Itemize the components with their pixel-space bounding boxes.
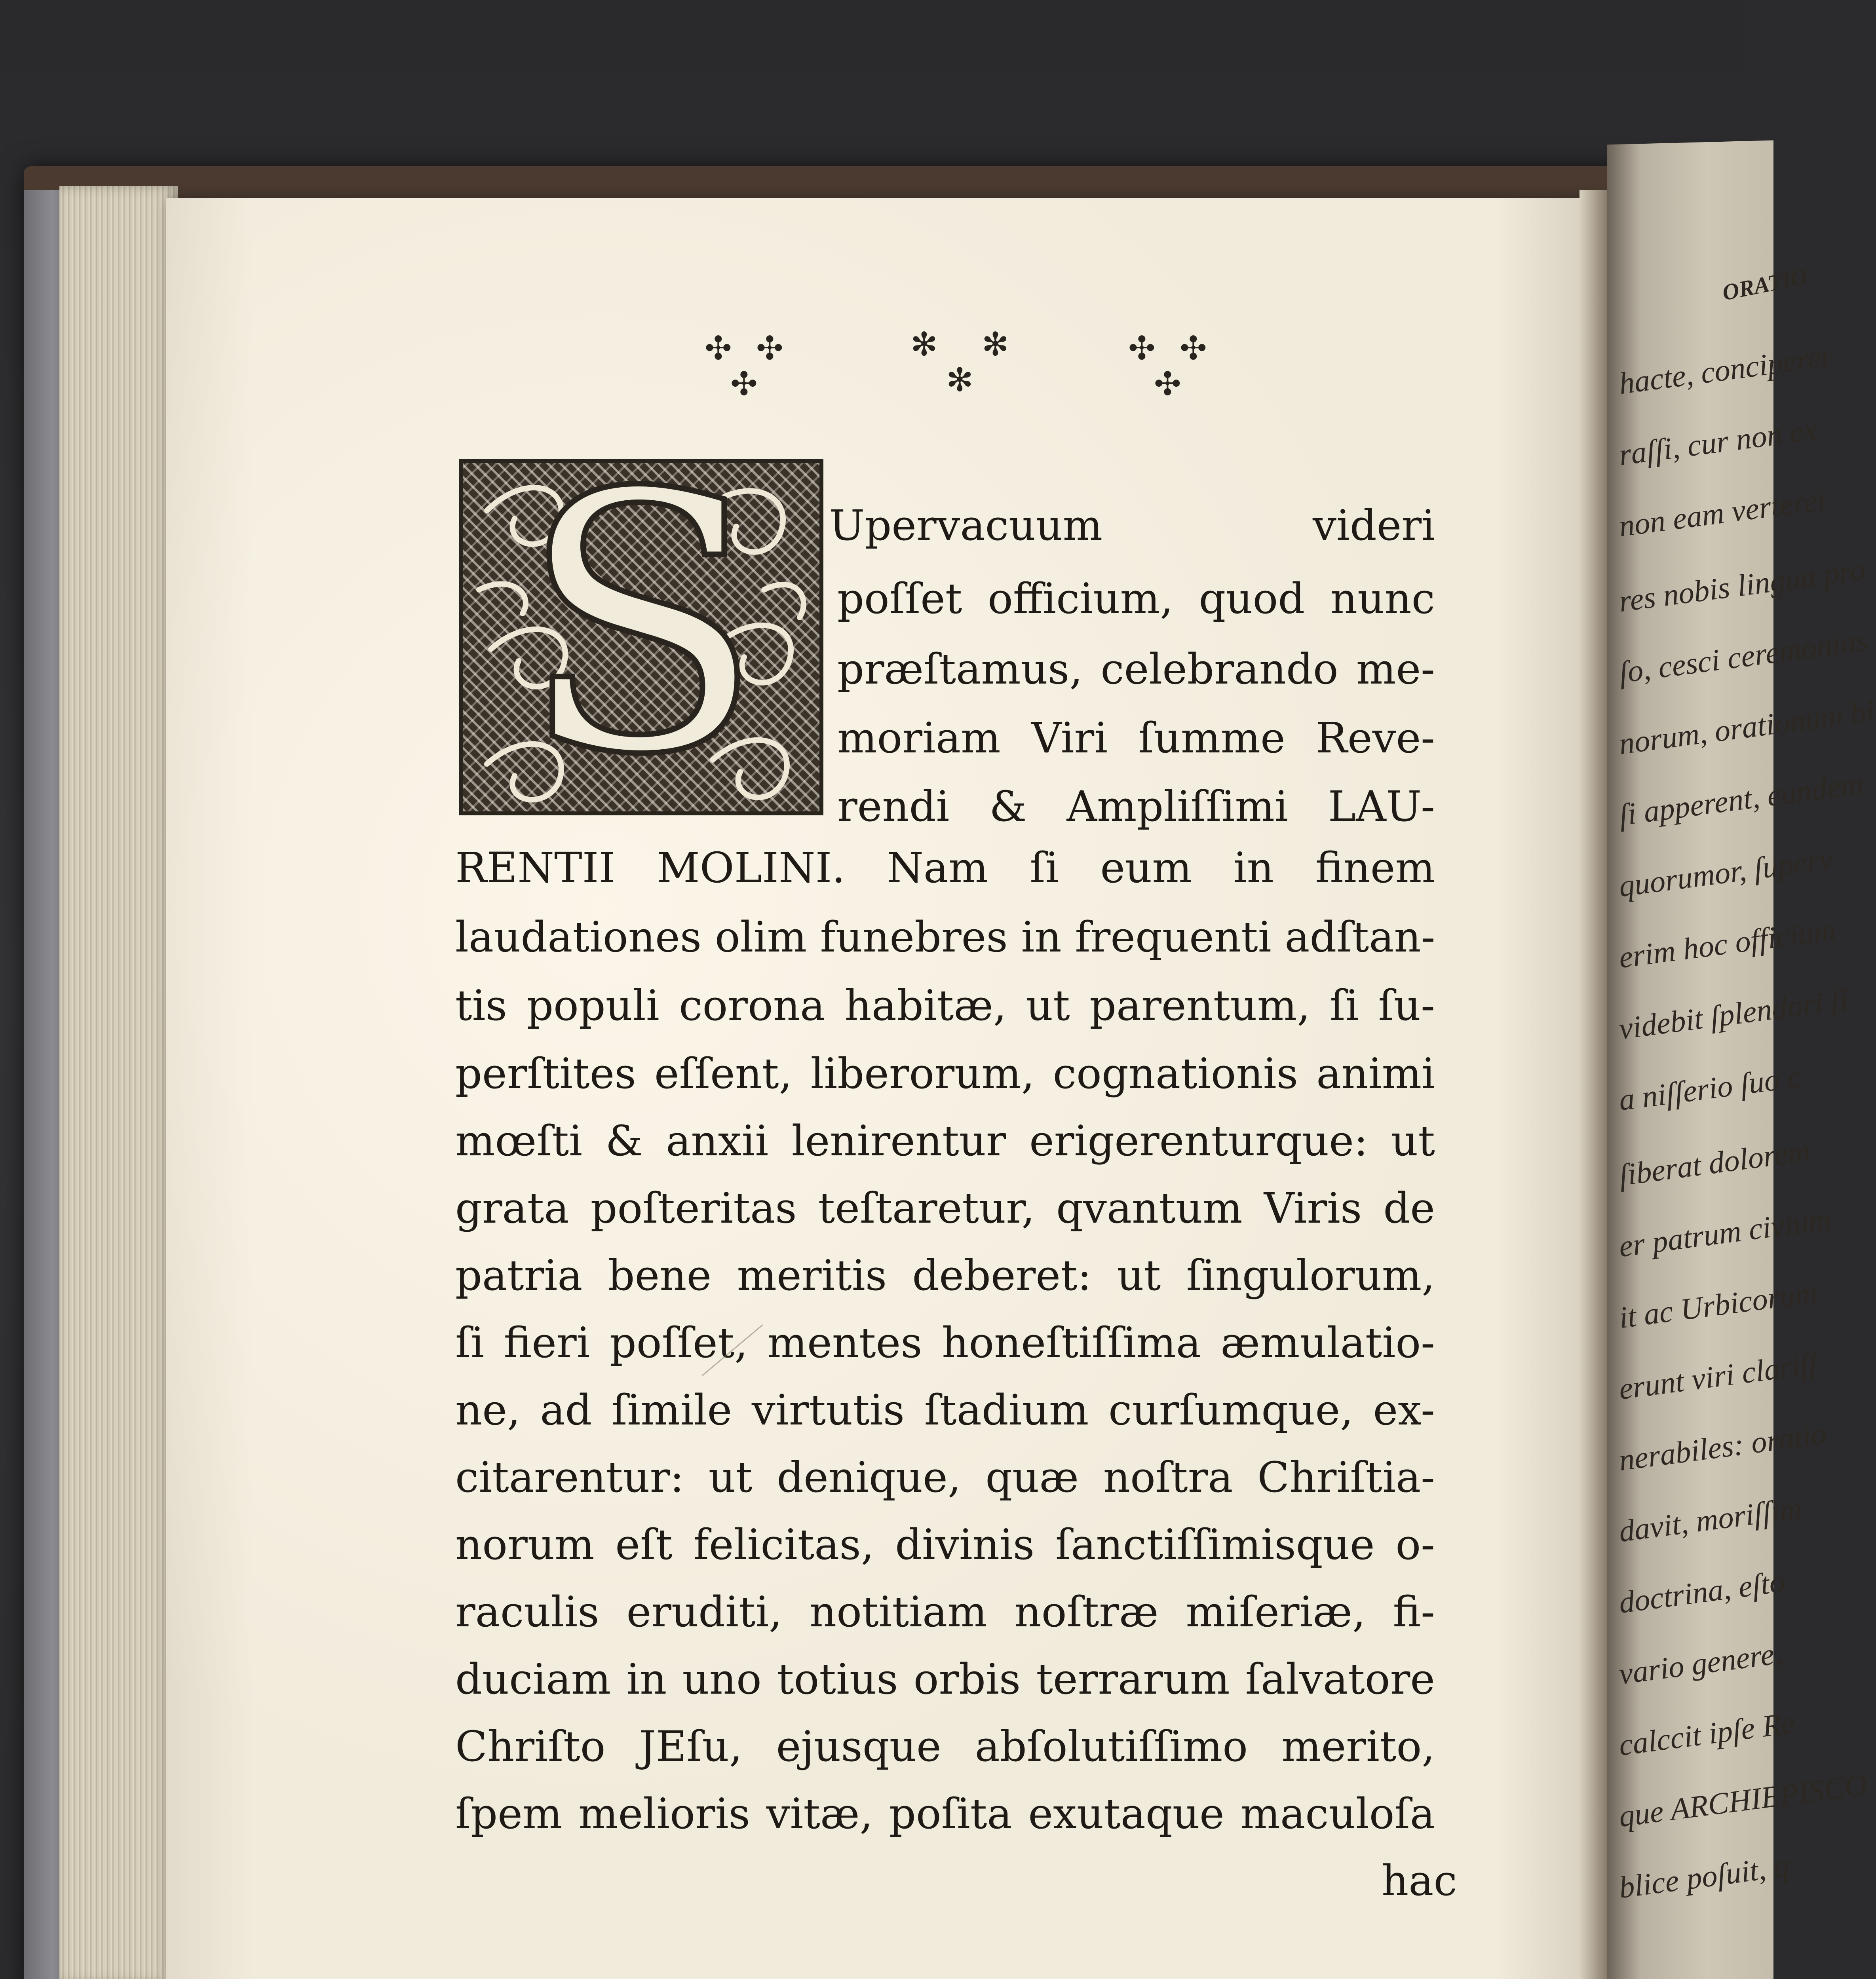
fleuron-icon: ✣ (756, 330, 783, 367)
text-line: laudationes olim funebres in frequenti adſtan- (455, 913, 1435, 961)
facing-page-line: ſo, cesci ceremonias (1617, 623, 1870, 690)
star-icon: ✻ (946, 361, 973, 399)
facing-page-line: non eam verteret (1617, 482, 1828, 543)
text-line: rendi & Ampliſſimi LAU- (837, 782, 1435, 831)
facing-page-line: blice poſuit, q (1617, 1848, 1791, 1905)
decorated-initial (459, 418, 823, 832)
fleuron-icon: ✣ (705, 330, 732, 367)
text-line: ſpem melioris vitæ, poſita exutaque maculoſa (455, 1789, 1435, 1838)
fleuron-icon: ✣ (1180, 330, 1207, 367)
text-line: tis populi corona habitæ, ut parentum, ſi ſu- (455, 981, 1435, 1030)
star-icon: ✻ (982, 326, 1009, 363)
text-line: raculis eruditi, notitiam noſtræ miſeriæ, fi- (455, 1588, 1435, 1636)
text-line: perſtites eſſent, liberorum, cognationis animi (455, 1049, 1435, 1098)
text-line: Chriſto JEſu, ejusque abſolutiſſimo merito, (455, 1722, 1435, 1771)
star-icon: ✻ (910, 326, 938, 363)
facing-page-line: calccit ipſe Re (1617, 1705, 1797, 1762)
facing-page-line: vario genere, (1617, 1635, 1784, 1691)
initial-letter: S (519, 418, 764, 832)
facing-page-line: a niſſerio ſuo c (1617, 1059, 1803, 1117)
facing-page-line: ſi apperent, eundem (1617, 766, 1865, 832)
page-edges (59, 186, 178, 1979)
facing-page-line: doctrina, eſto (1617, 1564, 1787, 1620)
fleuron-icon: ✣ (730, 365, 758, 403)
facing-page-line: raſſi, cur non ex (1617, 412, 1819, 472)
text-line: ſi fieri poſſet, mentes honeſtiſſima æmulatio- (455, 1318, 1435, 1367)
facing-page-line: davit, moriſſim (1617, 1490, 1804, 1549)
text-line: ne, ad ſimile virtutis ſtadium curſumque, ex- (455, 1386, 1435, 1434)
text-line: mœſti & anxii lenirentur erigerenturque: ut (455, 1117, 1435, 1165)
facing-page-line: it ac Urbicorum (1617, 1274, 1819, 1335)
facing-page-line: nerabiles: oratio (1617, 1416, 1828, 1478)
text-line: præſtamus, celebrando me- (837, 645, 1435, 693)
text-line: moriam Viri ſumme Reve- (837, 714, 1435, 762)
facing-page-header: ORATIO (1720, 263, 1809, 306)
facing-page-line: hacte, conciperet (1617, 339, 1831, 401)
fleuron-icon: ✣ (1154, 365, 1181, 403)
facing-page-line: quorumor, ſuperv (1617, 841, 1834, 904)
ornament-row (697, 326, 1235, 424)
facing-page-line: res nobis lingua pro (1617, 552, 1867, 619)
facing-page (1607, 141, 1876, 1979)
facing-page-line: er patrum civium (1617, 1201, 1832, 1264)
text-line: RENTII MOLINI. Nam ſi eum in finem (455, 843, 1435, 892)
facing-page-line: norum, orationum bi (1617, 693, 1876, 761)
text-line: grata poſteritas teſtaretur, qvantum Viris de (455, 1184, 1435, 1233)
text-line: citarentur: ut denique, quæ noſtra Chriſtia- (455, 1453, 1435, 1502)
text-line: duciam in uno totius orbis terrarum ſalvatore (455, 1655, 1435, 1704)
facing-page-line: erunt viri clariſſ (1617, 1346, 1819, 1406)
text-line: Upervacuum videri (829, 501, 1435, 550)
facing-page-line: videbit ſplendori ſi (1617, 982, 1849, 1046)
facing-page-line: que ARCHIEPISCO (1617, 1766, 1869, 1834)
fleuron-icon: ✣ (1128, 330, 1156, 367)
text-line: patria bene meritis deberet: ut ſingulorum, (455, 1251, 1435, 1300)
text-line: norum eſt felicitas, divinis ſanctiſſimisque o- (455, 1520, 1435, 1569)
text-line: poſſet officium, quod nunc (837, 574, 1435, 623)
facing-page-line: ſiberat dolorem (1617, 1133, 1812, 1193)
facing-page-line: erim hoc officium (1617, 912, 1838, 975)
catchword: hac (1382, 1856, 1457, 1905)
